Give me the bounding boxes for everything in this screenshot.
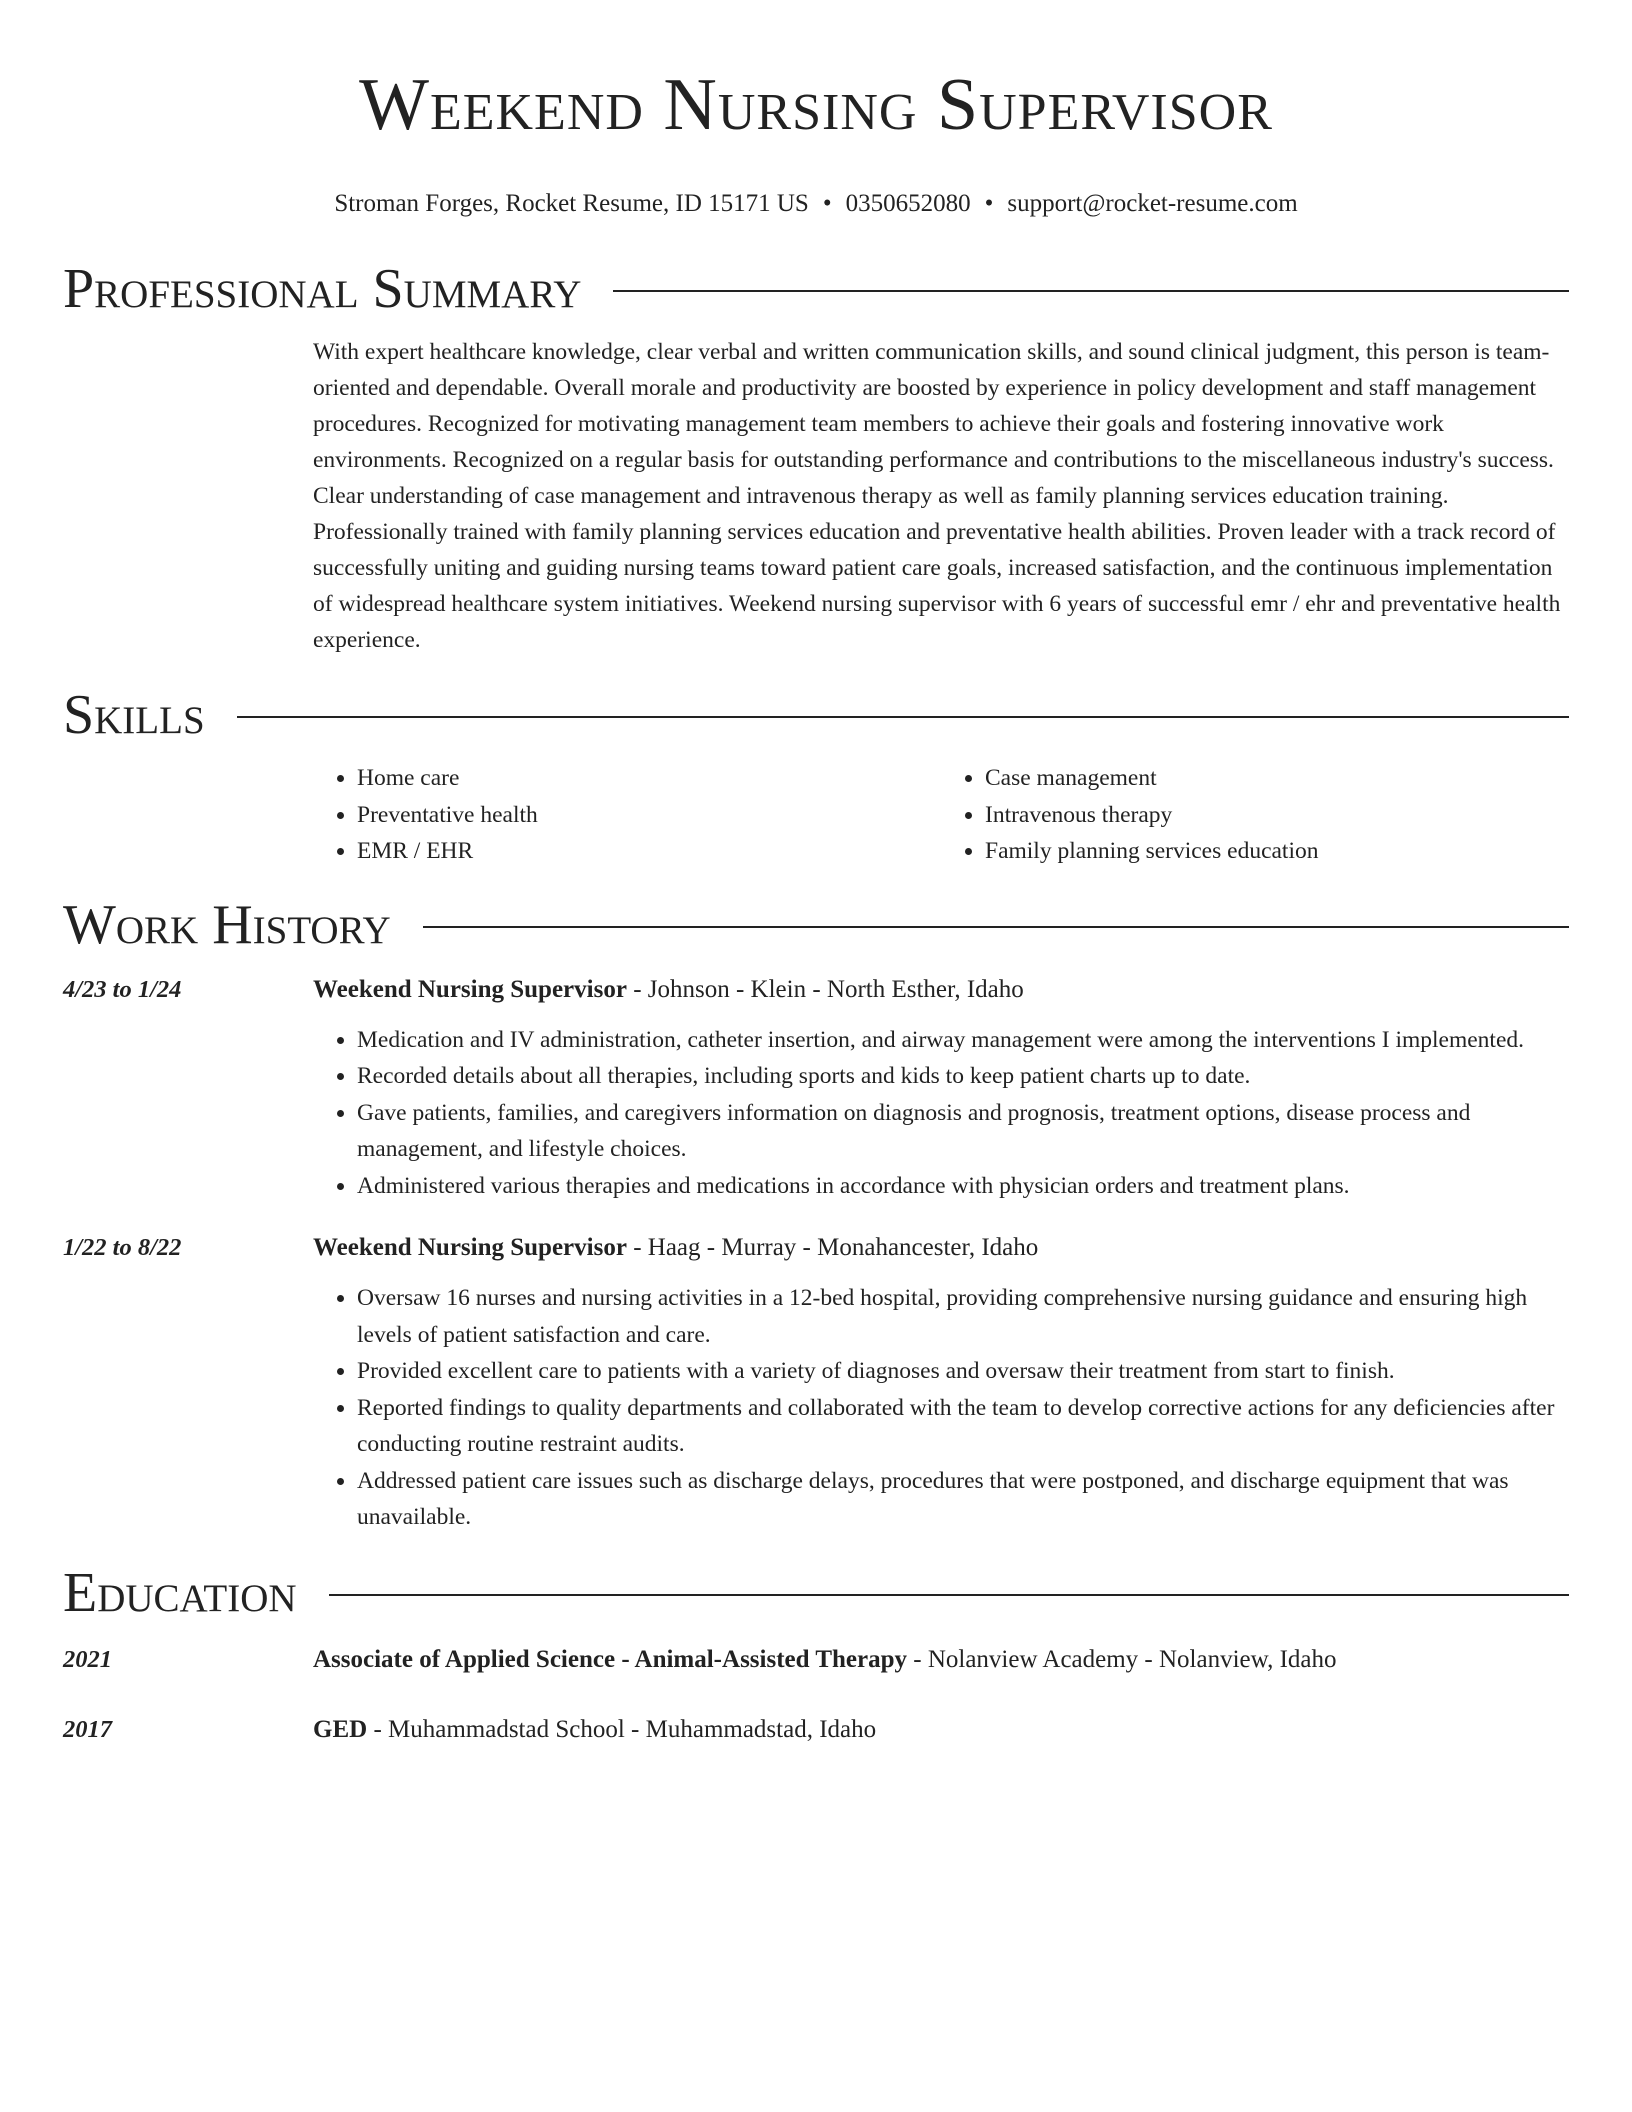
skills-section	[63, 682, 1569, 870]
job-bullet: • Gave patients, families, and caregivers information on diagnosis and prognosis, treatment options, disease process and management, and lifestyle choices.	[357, 1095, 1569, 1168]
section-divider	[423, 926, 1569, 928]
contact-separator: •	[984, 190, 994, 217]
skill-item: • Home care	[357, 760, 941, 797]
education-year: 2017	[63, 1715, 112, 1743]
work-history-section	[63, 892, 1569, 1536]
job-bullet: • Oversaw 16 nurses and nursing activities in a 12-bed hospital, providing comprehensive nursing guidance and ensuring high levels of patient satisfaction and care.	[357, 1280, 1569, 1353]
job-bullet: • Provided excellent care to patients with a variety of diagnoses and oversaw their treatment from start to finish.	[357, 1353, 1569, 1390]
contact-address: Stroman Forges, Rocket Resume, ID 15171 US	[334, 190, 809, 217]
job-title-line	[313, 1230, 1569, 1266]
section-divider	[237, 716, 1569, 718]
contact-email: support@rocket-resume.com	[1007, 190, 1298, 217]
job-bullet: • Reported findings to quality departments and collaborated with the team to develop corrective actions for any deficiencies after conducting routine restraint audits.	[357, 1390, 1569, 1463]
education-school: - Nolanview Academy - Nolanview, Idaho	[907, 1645, 1337, 1673]
section-header	[63, 1560, 1569, 1626]
contact-separator: •	[822, 190, 832, 217]
skills-grid	[313, 760, 1569, 870]
job-bullet: • Administered various therapies and medications in accordance with physician orders and treatment plans.	[357, 1168, 1569, 1205]
section-header	[63, 892, 1569, 958]
job-bullet: • Recorded details about all therapies, including sports and kids to keep patient charts up to date.	[357, 1058, 1569, 1095]
education-section	[63, 1560, 1569, 1748]
job-bullet: • Addressed patient care issues such as discharge delays, procedures that were postponed, and discharge equipment that was unavailable.	[357, 1463, 1569, 1536]
job-bullets	[313, 1022, 1569, 1205]
job-body	[313, 1230, 1569, 1536]
education-entry	[63, 1712, 1569, 1748]
contact-line	[63, 188, 1569, 220]
education-year: 2021	[63, 1645, 112, 1673]
section-header	[63, 256, 1569, 322]
contact-phone: 0350652080	[845, 190, 971, 217]
candidate-name: Weekend Nursing Supervisor	[359, 64, 1273, 146]
section-title: Skills	[63, 684, 205, 746]
job-title: Weekend Nursing Supervisor	[313, 975, 627, 1003]
job-employer: - Johnson - Klein - North Esther, Idaho	[626, 975, 1024, 1003]
section-title: Professional Summary	[63, 258, 582, 320]
job-title: Weekend Nursing Supervisor	[313, 1234, 627, 1261]
skills-column-left	[313, 760, 941, 870]
education-line	[313, 1642, 1337, 1678]
section-title: Education	[63, 1561, 297, 1624]
skill-item: • Case management	[985, 760, 1569, 797]
job-dates: 4/23 to 1/24	[63, 975, 182, 1003]
skill-item: • Intravenous therapy	[985, 797, 1569, 834]
job-employer: - Haag - Murray - Monahancester, Idaho	[626, 1234, 1039, 1261]
skill-item: • Family planning services education	[985, 833, 1569, 870]
section-title: Work History	[63, 893, 391, 956]
education-school: - Muhammadstad School - Muhammadstad, Idaho	[367, 1715, 877, 1743]
job-bullet: • Medication and IV administration, catheter insertion, and airway management were among the interventions I implemented.	[357, 1022, 1569, 1059]
education-degree: Associate of Applied Science - Animal-Assisted Therapy	[313, 1645, 907, 1673]
summary-text: With expert healthcare knowledge, clear verbal and written communication skills, and sound clinical judgment, this person is team-oriented and dependable. Overall morale and productivity are boosted by experience in policy development and staff management procedures. Recognized for motivating management team members to achieve their goals and fostering innovative work environments. Recognized on a regular basis for outstanding performance and contributions to the miscellaneous industry's success. Clear understanding of case management and intravenous therapy as well as family planning services education training. Professionally trained with family planning services education and preventative health abilities. Proven leader with a track record of successfully uniting and guiding nursing teams toward patient care goals, increased satisfaction, and the continuous implementation of widespread healthcare system initiatives. Weekend nursing supervisor with 6 years of successful emr / ehr and preventative health experience.	[313, 339, 1561, 653]
section-header	[63, 682, 1569, 748]
job-dates: 1/22 to 8/22	[63, 1234, 182, 1261]
job-bullets	[313, 1280, 1569, 1536]
skill-item: • Preventative health	[357, 797, 941, 834]
education-degree: GED	[313, 1715, 368, 1743]
section-divider	[613, 290, 1569, 292]
job-entry	[63, 972, 1569, 1205]
job-body	[313, 972, 1569, 1205]
education-entry	[63, 1642, 1569, 1678]
section-divider	[329, 1594, 1569, 1596]
skills-column-right	[941, 760, 1569, 870]
education-line	[313, 1712, 876, 1748]
summary-section	[63, 256, 1569, 658]
skill-item: • EMR / EHR	[357, 833, 941, 870]
job-entry	[63, 1230, 1569, 1536]
job-title-line	[313, 972, 1569, 1008]
